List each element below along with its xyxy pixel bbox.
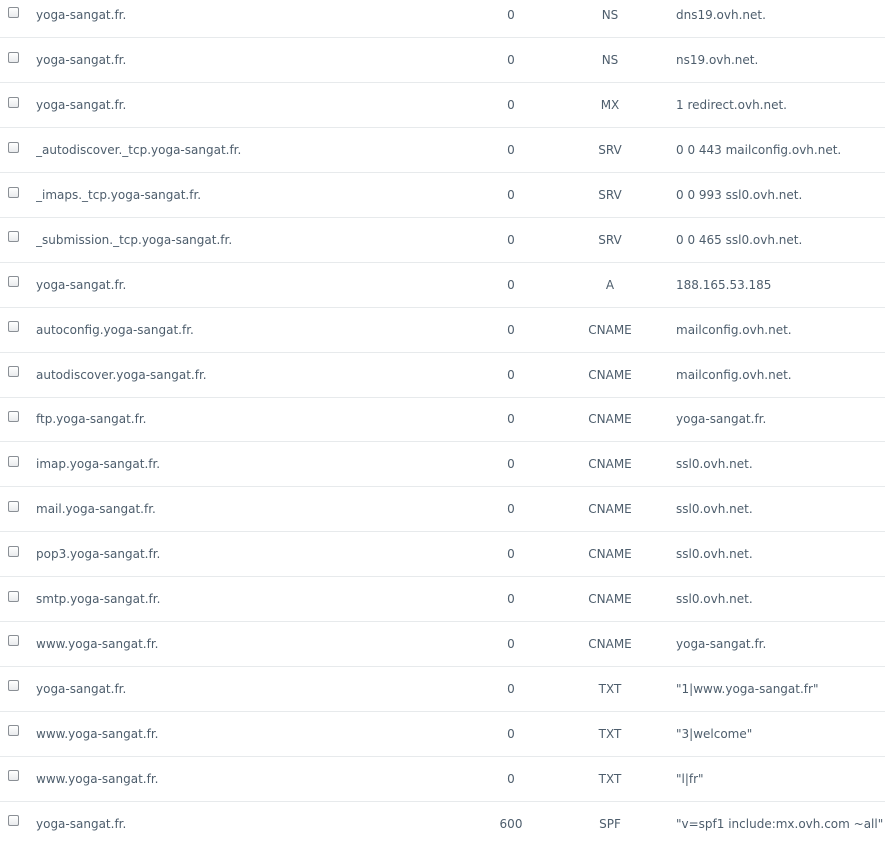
record-domain: yoga-sangat.fr. [36,83,476,128]
record-ttl: 0 [476,128,546,173]
record-type: CNAME [546,532,674,577]
record-type: MX [546,83,674,128]
record-ttl: 0 [476,0,546,38]
row-select-cell [0,0,36,38]
row-checkbox[interactable] [8,187,19,198]
record-domain: www.yoga-sangat.fr. [36,621,476,666]
row-checkbox[interactable] [8,501,19,512]
record-domain: _submission._tcp.yoga-sangat.fr. [36,217,476,262]
record-domain: yoga-sangat.fr. [36,38,476,83]
record-type: CNAME [546,487,674,532]
record-target: 1 redirect.ovh.net. [674,83,885,128]
record-domain: yoga-sangat.fr. [36,0,476,38]
record-target: mailconfig.ovh.net. [674,352,885,397]
table-row [0,801,885,846]
record-ttl: 0 [476,307,546,352]
row-checkbox[interactable] [8,635,19,646]
record-type: TXT [546,711,674,756]
row-checkbox[interactable] [8,725,19,736]
record-type: CNAME [546,397,674,442]
record-ttl: 0 [476,487,546,532]
record-domain: _imaps._tcp.yoga-sangat.fr. [36,173,476,218]
record-type: SRV [546,128,674,173]
record-target: 188.165.53.185 [674,262,885,307]
table-row [0,352,885,397]
record-target: "v=spf1 include:mx.ovh.com ~all" [676,816,884,831]
row-checkbox[interactable] [8,321,19,332]
row-select-cell [0,442,36,487]
record-domain: imap.yoga-sangat.fr. [36,442,476,487]
table-row [0,711,885,756]
table-row [0,442,885,487]
record-domain: yoga-sangat.fr. [36,816,127,831]
record-domain: yoga-sangat.fr. [36,262,476,307]
record-target: 0 0 443 mailconfig.ovh.net. [674,128,885,173]
table-row [0,532,885,577]
record-target: 0 0 993 ssl0.ovh.net. [674,173,885,218]
record-domain: autodiscover.yoga-sangat.fr. [36,352,476,397]
record-type: CNAME [546,307,674,352]
row-checkbox[interactable] [8,7,19,18]
record-target: "3|welcome" [674,711,885,756]
record-target: ssl0.ovh.net. [674,442,885,487]
row-select-cell [0,756,36,801]
row-select-cell [0,307,36,352]
row-select-cell [0,38,36,83]
record-target: yoga-sangat.fr. [674,397,885,442]
row-checkbox[interactable] [8,815,19,826]
record-type: TXT [546,756,674,801]
record-domain: autoconfig.yoga-sangat.fr. [36,307,476,352]
row-checkbox[interactable] [8,142,19,153]
row-select-cell [0,397,36,442]
record-domain: _autodiscover._tcp.yoga-sangat.fr. [36,128,476,173]
record-ttl: 0 [476,352,546,397]
table-row [0,577,885,622]
record-type: NS [546,38,674,83]
record-domain: yoga-sangat.fr. [36,666,476,711]
record-type: SPF [599,816,621,831]
record-domain: pop3.yoga-sangat.fr. [36,532,476,577]
record-target: ssl0.ovh.net. [674,487,885,532]
row-select-cell [0,487,36,532]
record-ttl: 0 [476,711,546,756]
record-type: CNAME [546,621,674,666]
record-type: CNAME [546,352,674,397]
table-row [0,38,885,83]
record-type: NS [546,0,674,38]
row-select-cell [0,577,36,622]
record-target: dns19.ovh.net. [674,0,885,38]
row-checkbox[interactable] [8,546,19,557]
row-checkbox[interactable] [8,456,19,467]
record-ttl: 0 [476,532,546,577]
row-select-cell [0,711,36,756]
row-checkbox[interactable] [8,770,19,781]
row-checkbox[interactable] [8,276,19,287]
record-type: TXT [546,666,674,711]
row-select-cell [0,621,36,666]
table-row [0,487,885,532]
record-ttl: 0 [476,666,546,711]
record-ttl: 0 [476,83,546,128]
table-row [0,217,885,262]
record-type: CNAME [546,442,674,487]
row-checkbox[interactable] [8,680,19,691]
table-row [0,756,885,801]
record-type: SRV [546,217,674,262]
record-target: "1|www.yoga-sangat.fr" [674,666,885,711]
record-domain: ftp.yoga-sangat.fr. [36,397,476,442]
row-checkbox[interactable] [8,97,19,108]
record-domain: www.yoga-sangat.fr. [36,756,476,801]
record-ttl: 0 [476,621,546,666]
table-row [0,621,885,666]
record-ttl: 0 [476,262,546,307]
record-ttl: 0 [476,217,546,262]
row-checkbox[interactable] [8,411,19,422]
row-checkbox[interactable] [8,52,19,63]
row-checkbox[interactable] [8,366,19,377]
table-row [0,262,885,307]
row-checkbox[interactable] [8,591,19,602]
table-row [0,128,885,173]
row-select-cell [0,352,36,397]
record-domain: mail.yoga-sangat.fr. [36,487,476,532]
record-type: CNAME [546,577,674,622]
record-type: A [546,262,674,307]
record-target: ssl0.ovh.net. [674,577,885,622]
table-row [0,666,885,711]
record-target: yoga-sangat.fr. [674,621,885,666]
record-ttl: 0 [476,577,546,622]
table-row [0,173,885,218]
record-target: mailconfig.ovh.net. [674,307,885,352]
table-row [0,307,885,352]
record-ttl: 0 [476,756,546,801]
row-select-cell [0,173,36,218]
record-ttl: 600 [499,816,523,831]
record-ttl: 0 [476,442,546,487]
row-checkbox[interactable] [8,231,19,242]
record-ttl: 0 [476,173,546,218]
record-domain: www.yoga-sangat.fr. [36,711,476,756]
record-ttl: 0 [476,38,546,83]
row-select-cell [0,262,36,307]
row-select-cell [0,666,36,711]
row-select-cell [0,532,36,577]
record-domain: smtp.yoga-sangat.fr. [36,577,476,622]
row-select-cell [0,83,36,128]
record-target: 0 0 465 ssl0.ovh.net. [674,217,885,262]
row-select-cell [0,217,36,262]
record-target: ssl0.ovh.net. [674,532,885,577]
row-select-cell [0,801,36,846]
table-row [0,397,885,442]
table-row [0,0,885,38]
record-target: ns19.ovh.net. [674,38,885,83]
record-ttl: 0 [476,397,546,442]
row-select-cell [0,128,36,173]
table-row [0,83,885,128]
record-target: "l|fr" [674,756,885,801]
record-type: SRV [546,173,674,218]
